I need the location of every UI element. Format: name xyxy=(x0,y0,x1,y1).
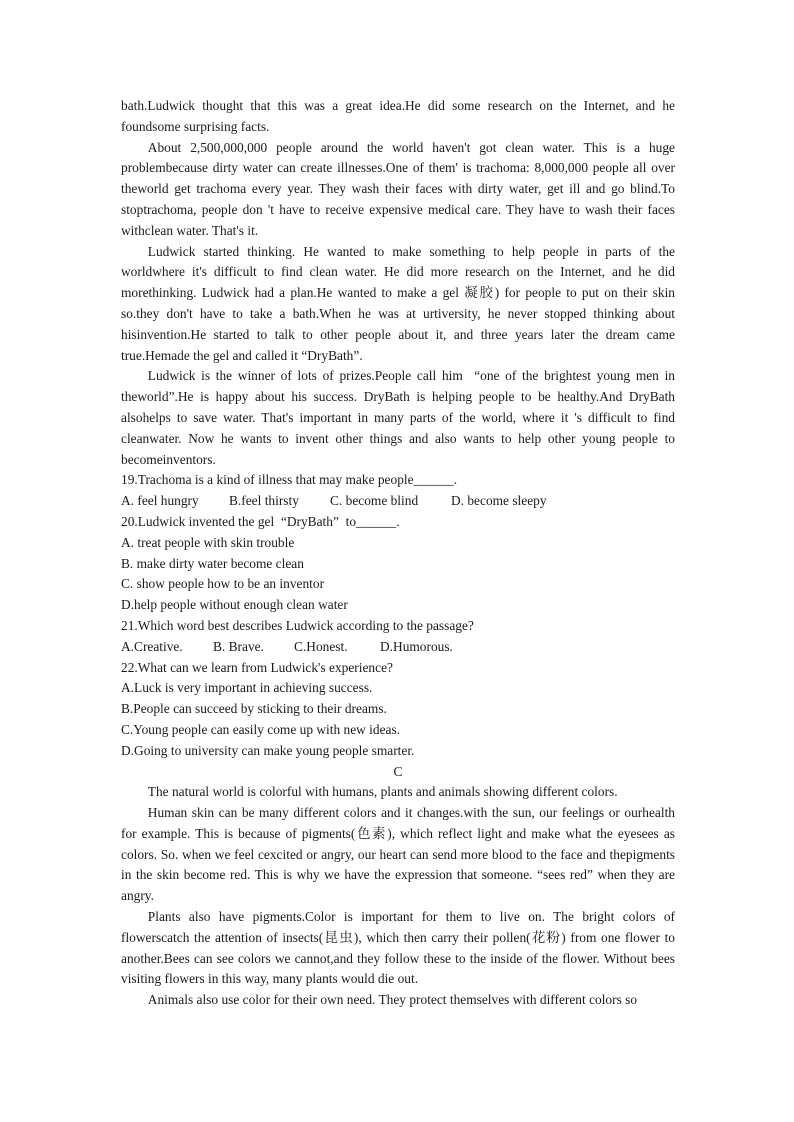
question-20-option-b: B. make dirty water become clean xyxy=(121,555,304,571)
passage-b-paragraph-4: Ludwick is the winner of lots of prizes.People call him “one of the brightest young men in theworld”.He is happy about his success. DryBath is helping people to be healthy.And DryBath alsohelps to save water. That's important in many parts of the world, where it 's difficult to find cleanwater. Now he wants to invent other things and also wants to help other young people to becomeinventors. xyxy=(121,368,675,467)
question-19-option-b: B.feel thirsty xyxy=(229,493,299,509)
question-19-stem: 19.Trachoma is a kind of illness that may make people______. xyxy=(121,472,458,488)
question-19-option-a: A. feel hungry xyxy=(121,493,199,509)
passage-c-paragraph-2: Human skin can be many different colors and it changes.with the sun, our feelings or ourhealth for example. This is because of pigments(色素), which reflect light and make what the eyesees as colors. So. when we feel cexcited or angry, our heart can send more blood to the face and thepigments in the skin become red. This is why we have the expression that someone. “sees red” when they are angry. xyxy=(121,805,675,904)
passage-c-paragraph-4: Animals also use color for their own need. They protect themselves with different colors so xyxy=(147,992,638,1008)
question-22-option-d: D.Going to university can make young people smarter. xyxy=(121,742,415,758)
passage-c-paragraph-1: The natural world is colorful with humans, plants and animals showing different colors. xyxy=(147,784,618,800)
passage-c-paragraph-3: Plants also have pigments.Color is important for them to live on. The bright colors of flowerscatch the attention of insects(昆虫), which then carry their pollen(花粉) from one flower to another.Bees can see colors we cannot,and they follow these to the inside of the flower. Without bees visiting flowers in this way, many plants would die out. xyxy=(121,909,675,987)
question-19-option-c: C. become blind xyxy=(330,493,419,509)
question-21-option-a: A.Creative. xyxy=(121,638,183,654)
question-19-options xyxy=(121,491,675,512)
question-21-option-b: B. Brave. xyxy=(213,638,264,654)
question-20-option-d: D.help people without enough clean water xyxy=(121,597,348,613)
question-21-option-c: C.Honest. xyxy=(294,638,348,654)
passage-b-paragraph-2: About 2,500,000,000 people around the world haven't got clean water. This is a huge problembecause dirty water can create illnesses.One of them' is trachoma: 8,000,000 people all over theworld get trachoma every year. They wash their faces with dirty water, get ill and go blind.To stoptrachoma, people don 't have to receive expensive medical care. They have to wash their faces withclean water. That's it. xyxy=(121,139,675,238)
question-20-option-c: C. show people how to be an inventor xyxy=(121,576,325,592)
passage-b-paragraph-3: Ludwick started thinking. He wanted to make something to help people in parts of the worldwhere it's difficult to find clean water. He did more research on the Internet, and he did morethinking. Ludwick had a plan.He wanted to make a gel 凝胶) for people to put on their skin so.they don't have to take a bath.When he was at urtiversity, he never stopped thinking about hisinvention.He started to talk to other people about it, and three years later the dream came true.Hemade the gel and called it “DryBath”. xyxy=(121,243,675,363)
question-22-option-a: A.Luck is very important in achieving success. xyxy=(121,680,373,696)
question-21-options xyxy=(121,637,675,658)
passage-b-paragraph-1: bath.Ludwick thought that this was a great idea.He did some research on the Internet, and he foundsome surprising facts. xyxy=(121,98,675,134)
document-page xyxy=(121,96,675,1011)
question-22-option-b: B.People can succeed by sticking to their dreams. xyxy=(121,701,387,717)
question-21-stem: 21.Which word best describes Ludwick according to the passage? xyxy=(121,617,474,633)
question-22-stem: 22.What can we learn from Ludwick's experience? xyxy=(121,659,393,675)
passage-c-label: C xyxy=(393,763,403,779)
question-20-option-a: A. treat people with skin trouble xyxy=(121,534,295,550)
question-21-option-d: D.Humorous. xyxy=(380,638,453,654)
question-20-stem: 20.Ludwick invented the gel “DryBath” to______. xyxy=(121,513,400,529)
question-22-option-c: C.Young people can easily come up with new ideas. xyxy=(121,721,401,737)
question-19-option-d: D. become sleepy xyxy=(451,493,547,509)
